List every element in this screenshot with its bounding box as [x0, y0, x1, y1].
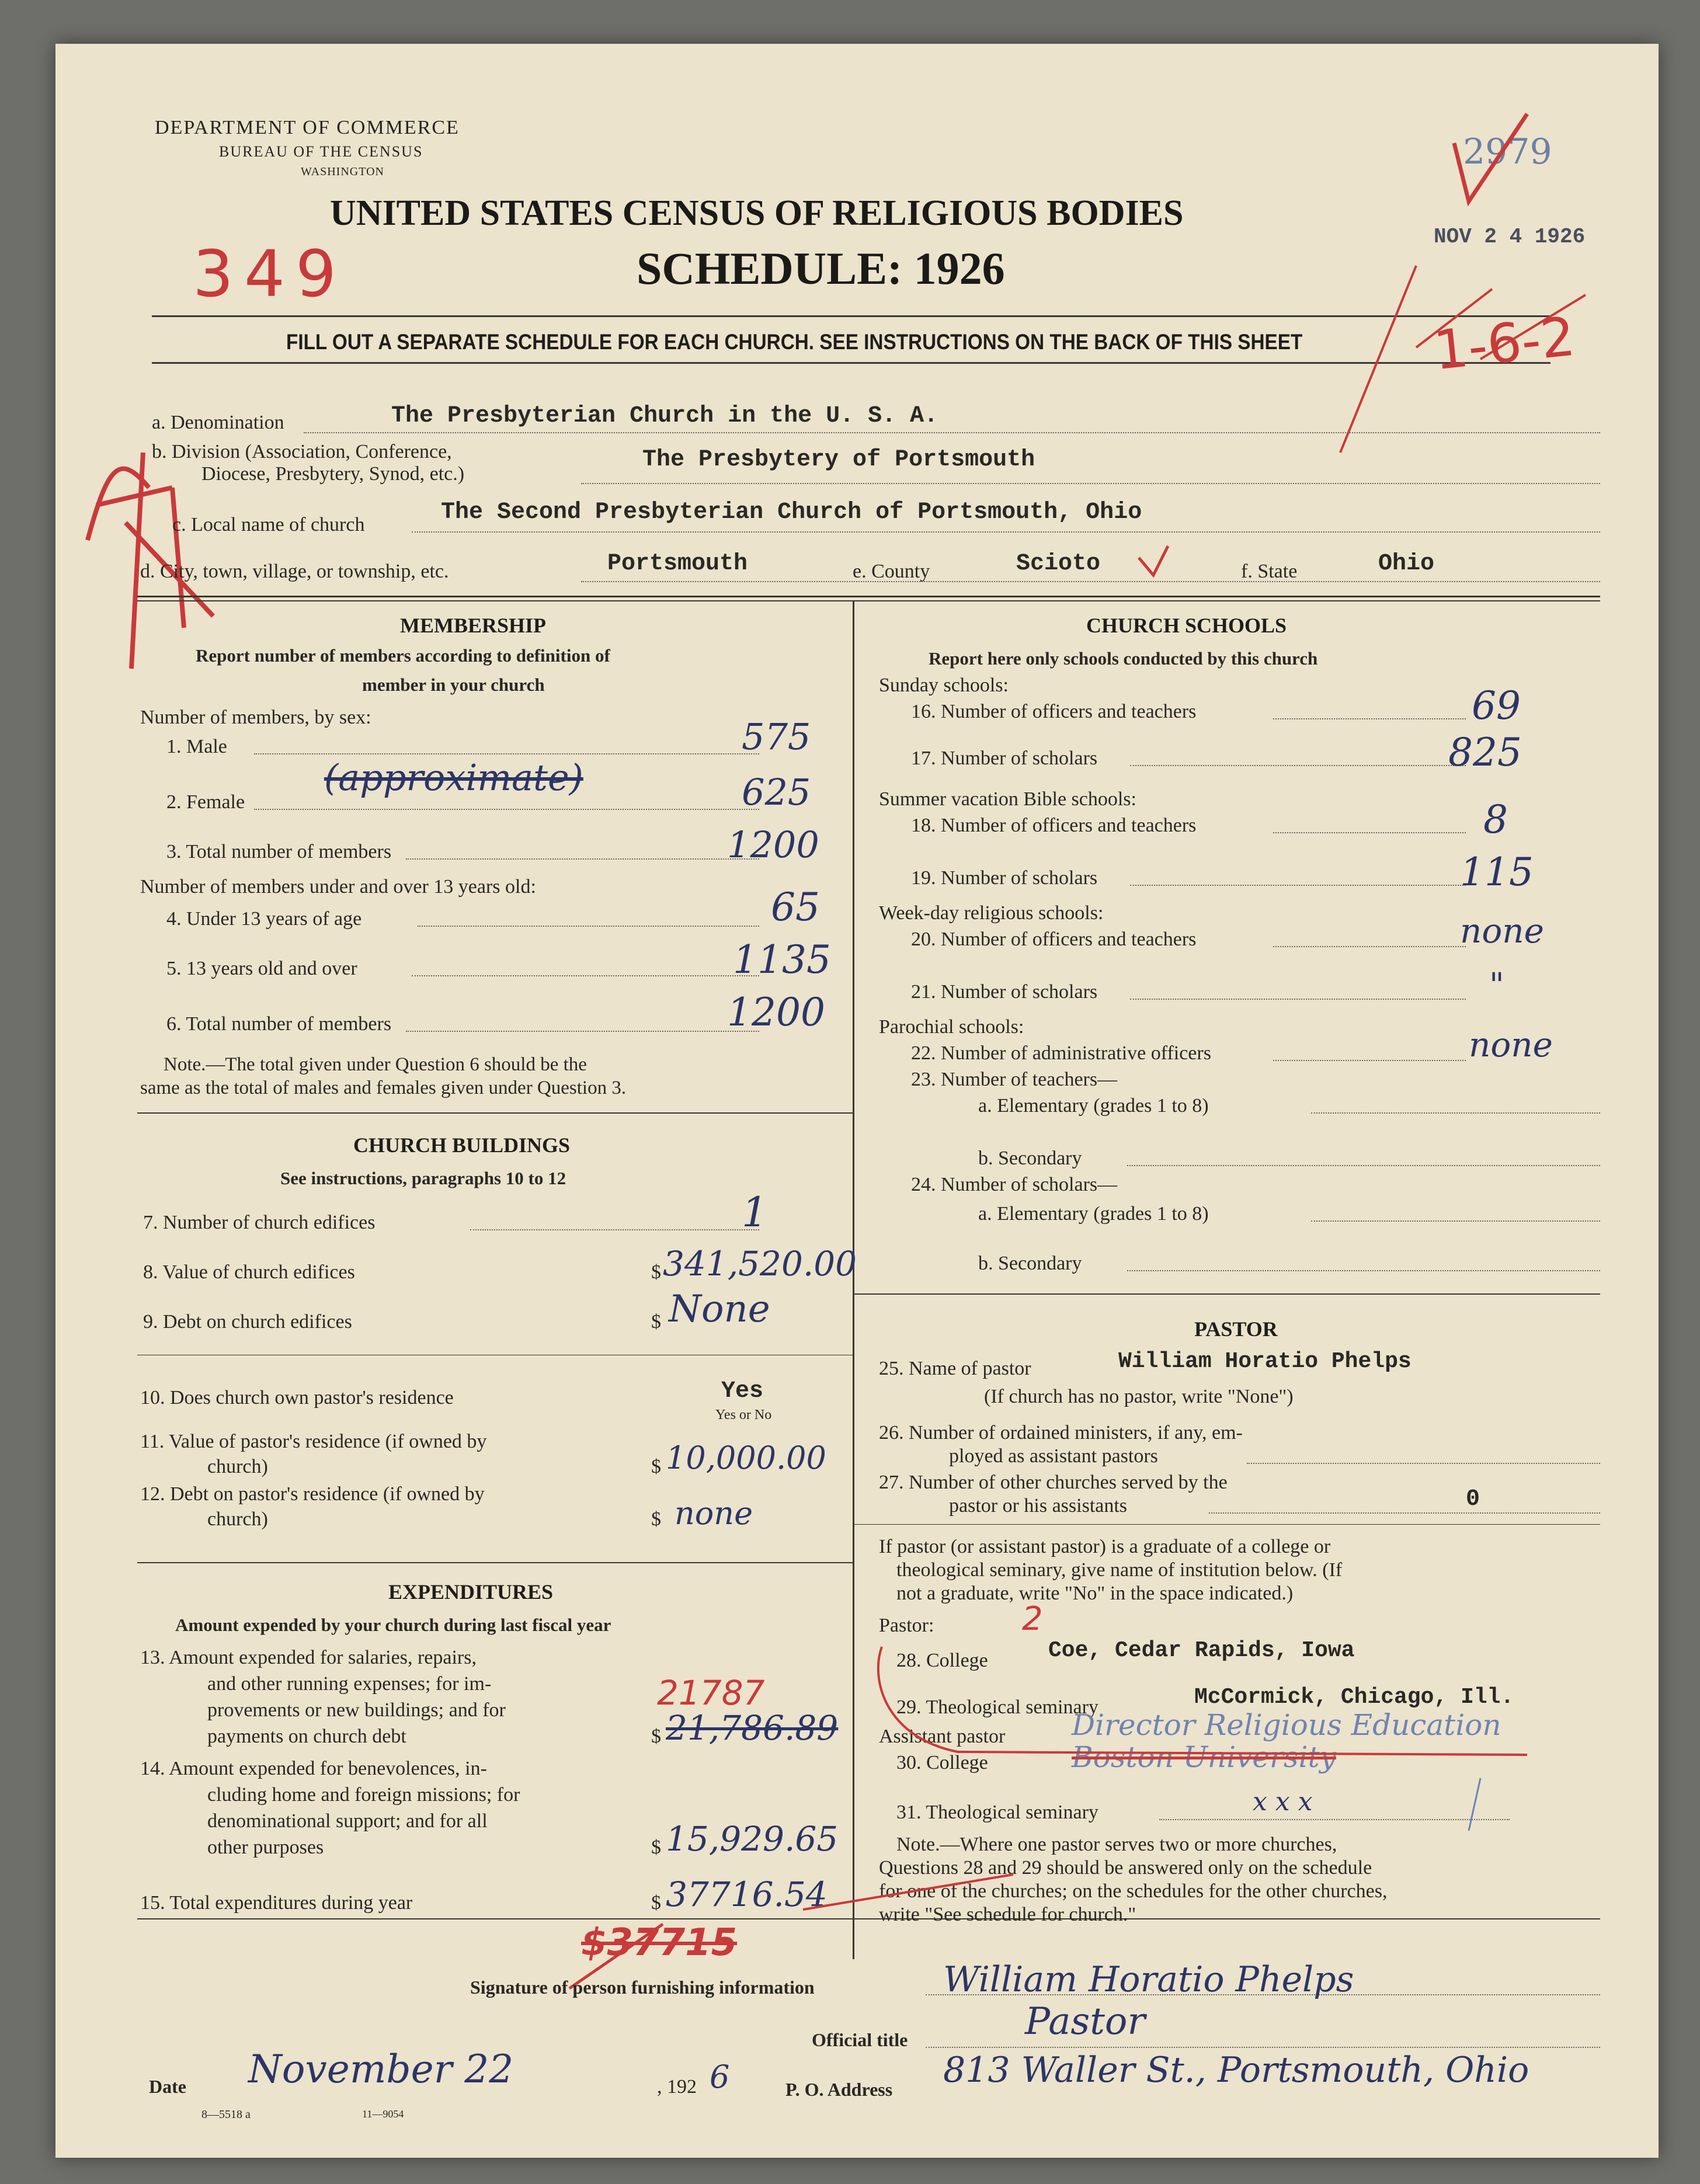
- q14-label-2: cluding home and foreign missions; for: [207, 1784, 520, 1806]
- po-address-value[interactable]: 813 Waller St., Portsmouth, Ohio: [943, 2050, 1529, 2091]
- q7-label: 7. Number of church edifices: [143, 1212, 376, 1233]
- denomination-label: a. Denomination: [152, 412, 284, 433]
- q8-label: 8. Value of church edifices: [143, 1261, 355, 1283]
- parochial-schools-label: Parochial schools:: [879, 1016, 1024, 1038]
- q18-label: 18. Number of officers and teachers: [911, 815, 1197, 836]
- local-name-label: c. Local name of church: [172, 514, 365, 535]
- q18-value[interactable]: 8: [1483, 797, 1508, 842]
- q10-label: 10. Does church own pastor's residence: [140, 1387, 454, 1409]
- q14-label-4: other purposes: [207, 1837, 324, 1858]
- city-label: d. City, town, village, or township, etc.: [140, 561, 449, 582]
- q20-label: 20. Number of officers and teachers: [911, 928, 1197, 950]
- q14-label-1: 14. Amount expended for benevolences, in-: [140, 1758, 487, 1779]
- q3-label: 3. Total number of members: [166, 841, 392, 863]
- q13-label-2: and other running expenses; for im-: [207, 1673, 492, 1695]
- form-title: UNITED STATES CENSUS OF RELIGIOUS BODIES: [330, 193, 1184, 233]
- bureau-line: BUREAU OF THE CENSUS: [219, 143, 423, 160]
- pastor-sublabel: Pastor:: [879, 1615, 934, 1636]
- q23b-label: b. Secondary: [978, 1147, 1082, 1169]
- stamp-number: 2979: [1463, 131, 1552, 172]
- year-value[interactable]: 6: [710, 2058, 730, 2095]
- buildings-heading: CHURCH BUILDINGS: [353, 1133, 571, 1157]
- q29-label: 29. Theological seminary: [896, 1696, 1098, 1718]
- q11-dollar: $: [651, 1456, 661, 1477]
- q25-note: (If church has no pastor, write "None"): [984, 1386, 1294, 1407]
- q7-value[interactable]: 1: [742, 1188, 768, 1236]
- summer-schools-label: Summer vacation Bible schools:: [879, 788, 1136, 810]
- pastor-heading: PASTOR: [1194, 1317, 1278, 1341]
- q9-value[interactable]: None: [669, 1288, 770, 1331]
- q14-dollar: $: [651, 1837, 661, 1858]
- census-form-sheet: [55, 44, 1659, 2158]
- q6-value[interactable]: 1200: [727, 990, 825, 1035]
- county-label: e. County: [853, 561, 930, 582]
- q14-label-3: denominational support; and for all: [207, 1810, 488, 1832]
- q13-red-correction: 21787: [657, 1673, 765, 1713]
- q2-value[interactable]: 625: [742, 771, 811, 813]
- official-title-label: Official title: [812, 2029, 908, 2050]
- division-label-1: b. Division (Association, Conference,: [152, 441, 452, 462]
- q15-red-total: $37715: [581, 1921, 738, 1964]
- membership-sub-2: member in your church: [362, 674, 545, 695]
- q2-label: 2. Female: [166, 791, 245, 813]
- q27-label-2: pastor or his assistants: [949, 1495, 1128, 1517]
- q20-value[interactable]: none: [1460, 911, 1544, 951]
- division-value[interactable]: The Presbytery of Portsmouth: [642, 447, 1035, 473]
- q13-label-1: 13. Amount expended for salaries, repairs,: [140, 1647, 477, 1668]
- official-title-line: [926, 2047, 1600, 2048]
- q19-label: 19. Number of scholars: [911, 867, 1098, 889]
- q9-label: 9. Debt on church edifices: [143, 1311, 352, 1333]
- q19-value[interactable]: 115: [1460, 850, 1534, 895]
- form-number: 8—5518 a: [201, 2108, 251, 2121]
- state-label: f. State: [1241, 561, 1298, 582]
- instruction-line: FILL OUT A SEPARATE SCHEDULE FOR EACH CHURCH. SEE INSTRUCTIONS ON THE BACK OF THIS SHEET: [286, 330, 1303, 354]
- q13-label-3: provements or new buildings; and for: [207, 1699, 506, 1721]
- q8-dollar: $: [651, 1261, 661, 1283]
- state-value[interactable]: Ohio: [1378, 551, 1435, 577]
- under-over-label: Number of members under and over 13 years old:: [140, 876, 536, 898]
- q29-value[interactable]: McCormick, Chicago, Ill.: [1194, 1685, 1514, 1710]
- q13-dollar: $: [651, 1726, 661, 1747]
- membership-heading: MEMBERSHIP: [400, 614, 547, 637]
- q31-label: 31. Theological seminary: [896, 1802, 1098, 1823]
- buildings-sub: See instructions, paragraphs 10 to 12: [280, 1168, 566, 1188]
- red-number: 349: [193, 237, 347, 311]
- approximate-note: (approximate): [324, 756, 583, 799]
- by-sex-label: Number of members, by sex:: [140, 707, 371, 728]
- q17-value[interactable]: 825: [1448, 730, 1522, 775]
- schools-heading: CHURCH SCHOOLS: [1086, 614, 1287, 637]
- graduate-note-1: If pastor (or assistant pastor) is a graduate of a college or: [879, 1536, 1331, 1557]
- q5-label: 5. 13 years old and over: [166, 958, 357, 979]
- membership-sub-1: Report number of members according to definition of: [196, 645, 610, 666]
- official-title-value[interactable]: Pastor: [1025, 2000, 1146, 2043]
- q21-label: 21. Number of scholars: [911, 981, 1098, 1003]
- yes-no-caption: Yes or No: [715, 1407, 772, 1423]
- city-line: WASHINGTON: [301, 165, 384, 178]
- pastor-note-2: Questions 28 and 29 should be answered only on the schedule: [879, 1857, 1372, 1879]
- q10-value[interactable]: Yes: [721, 1378, 764, 1404]
- q14-value[interactable]: 15,929.65: [666, 1819, 839, 1859]
- red-code: 1-6-2: [1431, 305, 1578, 382]
- red-annotation-lines: [55, 44, 1659, 2158]
- q13-label-4: payments on church debt: [207, 1726, 406, 1747]
- q16-label: 16. Number of officers and teachers: [911, 701, 1197, 722]
- q24b-label: b. Secondary: [978, 1253, 1082, 1274]
- q1-label: 1. Male: [166, 736, 227, 757]
- q21-value[interactable]: ": [1489, 966, 1504, 1004]
- q5-value[interactable]: 1135: [733, 937, 831, 982]
- q22-label: 22. Number of administrative officers: [911, 1042, 1211, 1064]
- q25-label: 25. Name of pastor: [879, 1358, 1031, 1379]
- q11-label-1: 11. Value of pastor's residence (if owned by: [140, 1431, 487, 1452]
- q12-label-2: church): [207, 1508, 268, 1530]
- pastor-note-1: Note.—Where one pastor serves two or more churches,: [896, 1834, 1337, 1855]
- pastor-note-3: for one of the churches; on the schedules for the other churches,: [879, 1880, 1388, 1902]
- q16-value[interactable]: 69: [1472, 683, 1521, 728]
- q28-value[interactable]: Coe, Cedar Rapids, Iowa: [1048, 1638, 1355, 1663]
- pastor-note-4: write "See schedule for church.": [879, 1904, 1136, 1925]
- q6-label: 6. Total number of members: [166, 1013, 392, 1035]
- q3-value[interactable]: 1200: [727, 823, 819, 866]
- q11-value[interactable]: 10,000.00: [666, 1439, 826, 1476]
- q15-dollar: $: [651, 1892, 661, 1914]
- schedule-title: SCHEDULE: 1926: [637, 243, 1005, 294]
- q4-label: 4. Under 13 years of age: [166, 908, 362, 930]
- q26-label-1: 26. Number of ordained ministers, if any, em-: [879, 1422, 1243, 1444]
- county-value[interactable]: Scioto: [1016, 551, 1101, 577]
- q8-value[interactable]: 341,520.00: [663, 1244, 857, 1284]
- q1-value[interactable]: 575: [742, 715, 811, 758]
- pastor-red-mark: 2: [1022, 1600, 1043, 1638]
- q22-value[interactable]: none: [1469, 1025, 1553, 1065]
- sunday-schools-label: Sunday schools:: [879, 674, 1009, 696]
- received-date-stamp: NOV 2 4 1926: [1434, 225, 1586, 249]
- weekday-schools-label: Week-day religious schools:: [879, 902, 1104, 924]
- q4-value[interactable]: 65: [771, 885, 820, 930]
- date-value[interactable]: November 22: [248, 2047, 514, 2092]
- membership-note-1: Note.—The total given under Question 6 should be the: [164, 1054, 587, 1075]
- city-value[interactable]: Portsmouth: [607, 551, 748, 577]
- membership-note-2: same as the total of males and females given under Question 3.: [140, 1077, 627, 1098]
- department-line: DEPARTMENT OF COMMERCE: [155, 117, 460, 138]
- assistant-pastor-label: Assistant pastor: [879, 1726, 1006, 1747]
- q15-label: 15. Total expenditures during year: [140, 1892, 413, 1914]
- expenditures-sub: Amount expended by your church during last fiscal year: [175, 1615, 611, 1635]
- q12-dollar: $: [651, 1508, 661, 1530]
- q23-label: 23. Number of teachers—: [911, 1069, 1118, 1090]
- q9-dollar: $: [651, 1311, 661, 1333]
- q26-label-2: ployed as assistant pastors: [949, 1445, 1158, 1467]
- q17-label: 17. Number of scholars: [911, 747, 1098, 769]
- q13-value[interactable]: 21,786.89: [666, 1708, 839, 1748]
- q28-label: 28. College: [896, 1650, 988, 1671]
- q30-value[interactable]: Boston University: [1072, 1740, 1336, 1774]
- q12-value[interactable]: none: [675, 1495, 753, 1532]
- signature-value[interactable]: William Horatio Phelps: [943, 1959, 1354, 2000]
- q30-label: 30. College: [896, 1752, 988, 1773]
- date-label: Date: [149, 2076, 186, 2097]
- q27-value[interactable]: 0: [1466, 1486, 1480, 1512]
- q23a-label: a. Elementary (grades 1 to 8): [978, 1095, 1209, 1117]
- division-label-2: Diocese, Presbytery, Synod, etc.): [201, 463, 465, 485]
- year-prefix: , 192: [657, 2076, 697, 2098]
- graduate-note-2: theological seminary, give name of institution below. (If: [896, 1559, 1343, 1581]
- po-address-label: P. O. Address: [785, 2079, 893, 2100]
- schools-sub: Report here only schools conducted by this church: [929, 648, 1318, 669]
- print-number: 11—9054: [362, 2108, 404, 2120]
- q12-label-1: 12. Debt on pastor's residence (if owned by: [140, 1483, 485, 1505]
- local-name-value[interactable]: The Second Presbyterian Church of Portsmouth, Ohio: [441, 499, 1142, 526]
- q11-label-2: church): [207, 1456, 268, 1477]
- q27-label-1: 27. Number of other churches served by the: [879, 1472, 1228, 1493]
- signature-label: Signature of person furnishing information: [470, 1977, 815, 1998]
- assistant-pastor-role: Director Religious Education: [1072, 1708, 1501, 1742]
- expenditures-heading: EXPENDITURES: [388, 1580, 554, 1604]
- denomination-value[interactable]: The Presbyterian Church in the U. S. A.: [391, 403, 938, 429]
- q25-value[interactable]: William Horatio Phelps: [1118, 1349, 1412, 1374]
- graduate-note-3: not a graduate, write "No" in the space indicated.): [896, 1583, 1294, 1604]
- q15-value[interactable]: 37716.54: [666, 1875, 828, 1914]
- q24-label: 24. Number of scholars—: [911, 1174, 1118, 1195]
- q31-value[interactable]: x x x: [1253, 1787, 1313, 1817]
- q24a-label: a. Elementary (grades 1 to 8): [978, 1203, 1209, 1225]
